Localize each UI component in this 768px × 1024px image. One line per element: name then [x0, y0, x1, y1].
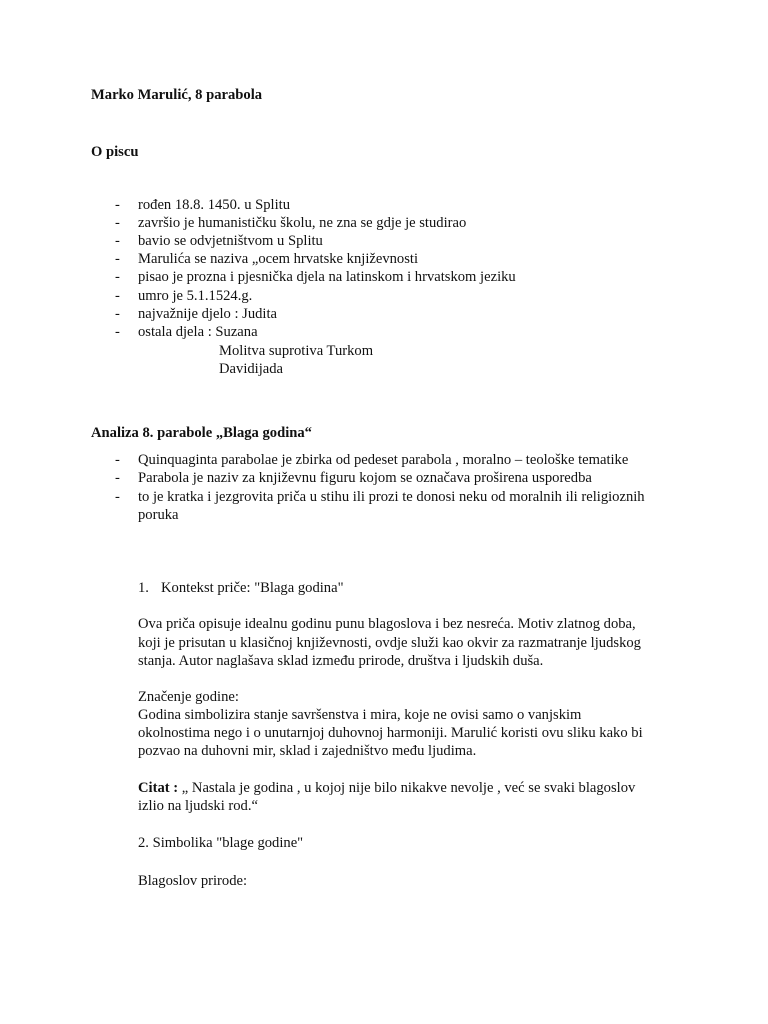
other-work: Davidijada [219, 361, 284, 377]
bullet-dash: - [115, 452, 120, 468]
other-work: Molitva suprotiva Turkom [219, 343, 374, 359]
subsection-number: 1. [138, 580, 149, 596]
meaning-heading: Značenje godine: [138, 689, 239, 705]
paragraph-line: Godina simbolizira stanje savršenstva i mira, koje ne ovisi samo o vanjskim [138, 707, 582, 723]
bullet-dash: - [115, 489, 120, 505]
section-heading-analysis: Analiza 8. parabole „Blaga godina“ [91, 425, 312, 441]
document-title: Marko Marulić, 8 parabola [91, 87, 263, 103]
subsection-item: Blagoslov prirode: [138, 873, 248, 889]
list-item: najvažnije djelo : Judita [138, 306, 278, 322]
subsection-title: Kontekst priče: "Blaga godina" [161, 580, 344, 596]
bullet-dash: - [115, 251, 120, 267]
bullet-dash: - [115, 233, 120, 249]
list-item: Parabola je naziv za književnu figuru kojom se označava proširena usporedba [138, 470, 592, 486]
list-item: rođen 18.8. 1450. u Splitu [138, 197, 291, 213]
paragraph-line: okolnostima nego i o unutarnjoj duhovnoj harmoniji. Marulić koristi ovu sliku kako bi [138, 725, 643, 741]
list-item: bavio se odvjetništvom u Splitu [138, 233, 323, 249]
paragraph-line: koji je prisutan u klasičnoj književnosti, ovdje služi kao okvir za razmatranje ljudskog [138, 635, 641, 651]
quote-label: Citat : [138, 780, 179, 796]
bullet-dash: - [115, 269, 120, 285]
quote-text: „ Nastala je godina , u kojoj nije bilo nikakve nevolje , već se svaki blagoslov [178, 780, 636, 796]
list-item: Quinquaginta parabolae je zbirka od pedeset parabola , moralno – teološke tematike [138, 452, 629, 468]
list-item: pisao je prozna i pjesnička djela na latinskom i hrvatskom jeziku [138, 269, 516, 285]
bullet-dash: - [115, 197, 120, 213]
bullet-dash: - [115, 324, 120, 340]
list-item: to je kratka i jezgrovita priča u stihu ili prozi te donosi neku od moralnih ili religioznih [138, 489, 645, 505]
bullet-dash: - [115, 306, 120, 322]
list-item: Marulića se naziva „ocem hrvatske književnosti [138, 251, 419, 267]
list-item: umro je 5.1.1524.g. [138, 288, 253, 304]
bullet-dash: - [115, 288, 120, 304]
subsection-title-2: 2. Simbolika "blage godine" [138, 835, 304, 851]
paragraph-line: stanja. Autor naglašava sklad između prirode, društva i ljudskih duša. [138, 653, 544, 669]
paragraph-line: pozvao na duhovni mir, sklad i zajedništvo među ljudima. [138, 743, 477, 759]
list-item: ostala djela : Suzana [138, 324, 258, 340]
section-heading-author: O piscu [91, 144, 139, 160]
list-item: završio je humanističku školu, ne zna se gdje je studirao [138, 215, 467, 231]
quote-text-continuation: izlio na ljudski rod.“ [138, 798, 258, 814]
quote-line [138, 779, 635, 797]
bullet-dash: - [115, 470, 120, 486]
list-item-continuation: poruka [138, 507, 179, 523]
paragraph-line: Ova priča opisuje idealnu godinu punu blagoslova i bez nesreća. Motiv zlatnog doba, [138, 616, 636, 632]
bullet-dash: - [115, 215, 120, 231]
